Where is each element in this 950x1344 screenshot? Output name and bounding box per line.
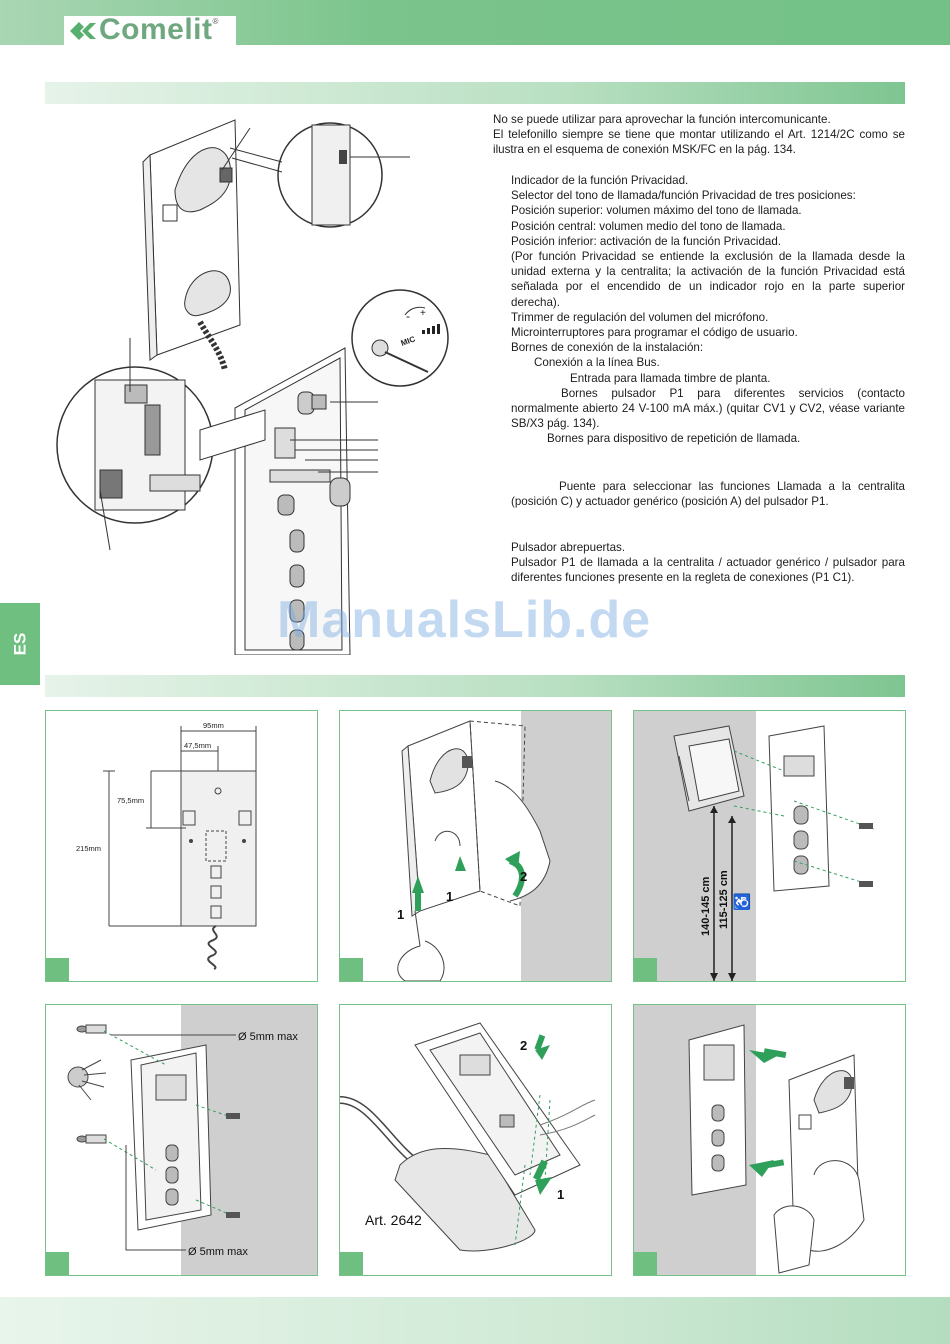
legend-privacy-indicator: Indicador de la función Privacidad. xyxy=(511,174,689,187)
legend-pos-upper: Posición superior: volumen máximo del tono de llamada. xyxy=(511,204,802,218)
panel-corner xyxy=(340,1252,363,1275)
legend-buttons xyxy=(493,540,905,586)
legend-repeat: Bornes para dispositivo de repetición de llamada. xyxy=(547,432,801,446)
svg-text:2: 2 xyxy=(520,869,528,884)
comelit-logo-icon xyxy=(68,20,98,42)
language-tab: ES xyxy=(0,603,40,685)
panel-corner xyxy=(46,1252,69,1275)
legend-microswitches: Microinterruptores para programar el código de usuario. xyxy=(511,326,798,340)
panel-mounting-height xyxy=(633,710,906,982)
intro-text: No se puede utilizar para aprovechar la función intercomunicante. El telefonillo siempre se tiene que montar utilizando el Art. 1214/2C como se ilustra en el esquema de conexión MSK/FC en la pág. 134. xyxy=(493,113,905,157)
panel-corner xyxy=(634,958,657,981)
panel-attach-handset xyxy=(633,1004,906,1276)
panel-wall-fixing xyxy=(45,1004,318,1276)
svg-text:♿: ♿ xyxy=(734,892,751,911)
zoom-detail-top xyxy=(222,123,410,227)
svg-text:1: 1 xyxy=(557,1187,565,1202)
svg-text:115-125 cm: 115-125 cm xyxy=(718,870,730,929)
main-figure xyxy=(50,110,480,655)
svg-text:MIC: MIC xyxy=(399,334,417,348)
panel-corner xyxy=(46,958,69,981)
svg-text:47,5mm: 47,5mm xyxy=(184,741,212,750)
svg-text:1: 1 xyxy=(446,889,454,904)
svg-text:Ø 5mm max: Ø 5mm max xyxy=(238,1031,298,1043)
panel-dimensions xyxy=(45,710,318,982)
svg-text:Art. 2642: Art. 2642 xyxy=(365,1212,422,1228)
section-bar-middle xyxy=(45,675,905,697)
legend-p1-terminals: Bornes pulsador P1 para diferentes servicios (contacto normalmente abierto 24 V-100 mA máx.) (quitar CV1 y CV2, véase variante SB/X3 pág. 134). xyxy=(511,386,905,431)
section-bar-top xyxy=(45,82,905,104)
footer-bar xyxy=(0,1297,950,1344)
legend-door-button: Pulsador abrepuertas. xyxy=(511,541,626,554)
mic-trimmer-detail xyxy=(352,290,448,386)
svg-text:95mm: 95mm xyxy=(203,721,224,730)
handset-illustration xyxy=(143,120,240,370)
svg-text:215mm: 215mm xyxy=(76,844,102,853)
legend-pos-center: Posición central: volumen medio del tono de llamada. xyxy=(511,219,786,233)
legend-pos-lower: Posición inferior: activación de la función Privacidad. xyxy=(511,234,782,248)
panel-corner xyxy=(340,958,363,981)
legend-selector: Selector del tono de llamada/función Privacidad de tres posiciones: xyxy=(511,189,856,203)
svg-text:140-145 cm: 140-145 cm xyxy=(700,876,712,936)
legend-jumper: Puente para seleccionar las funciones Llamada a la centralita (posición C) y actuador genérico (posición A) del pulsador P1. xyxy=(511,480,905,509)
svg-text:1: 1 xyxy=(397,907,405,922)
legend-terminals: Bornes de conexión de la instalación: xyxy=(511,341,704,355)
svg-text:-: - xyxy=(406,309,410,323)
svg-text:75,5mm: 75,5mm xyxy=(117,796,145,805)
svg-text:Ø 5mm max: Ø 5mm max xyxy=(188,1246,248,1258)
panel-table-stand xyxy=(339,1004,612,1276)
legend-privacy-note: (Por función Privacidad se entiende la exclusión de la llamada desde la unidad externa y la centralita; la activación de la función Privacidad está señalada por el encendido de un indicador rojo en la parte superior derecha). xyxy=(511,250,905,309)
svg-text:+: + xyxy=(420,308,426,319)
legend-list xyxy=(493,173,905,447)
watermark: ManualsLib.de xyxy=(277,591,652,649)
legend-floor-call: Entrada para llamada timbre de planta. xyxy=(570,371,771,385)
legend-bus: Conexión a la línea Bus. xyxy=(534,356,660,370)
panel-corner xyxy=(634,1252,657,1275)
panel-open-handset xyxy=(339,710,612,982)
zoom-detail-left xyxy=(57,367,265,523)
brand-name: Comelit® xyxy=(99,13,219,46)
legend-p1-button: Pulsador P1 de llamada a la centralita / actuador genérico / pulsador para diferentes funciones presente en la regleta de conexiones (P1 C1). xyxy=(511,556,905,585)
svg-text:2: 2 xyxy=(520,1038,528,1053)
legend-trimmer: Trimmer de regulación del volumen del micrófono. xyxy=(511,310,769,324)
